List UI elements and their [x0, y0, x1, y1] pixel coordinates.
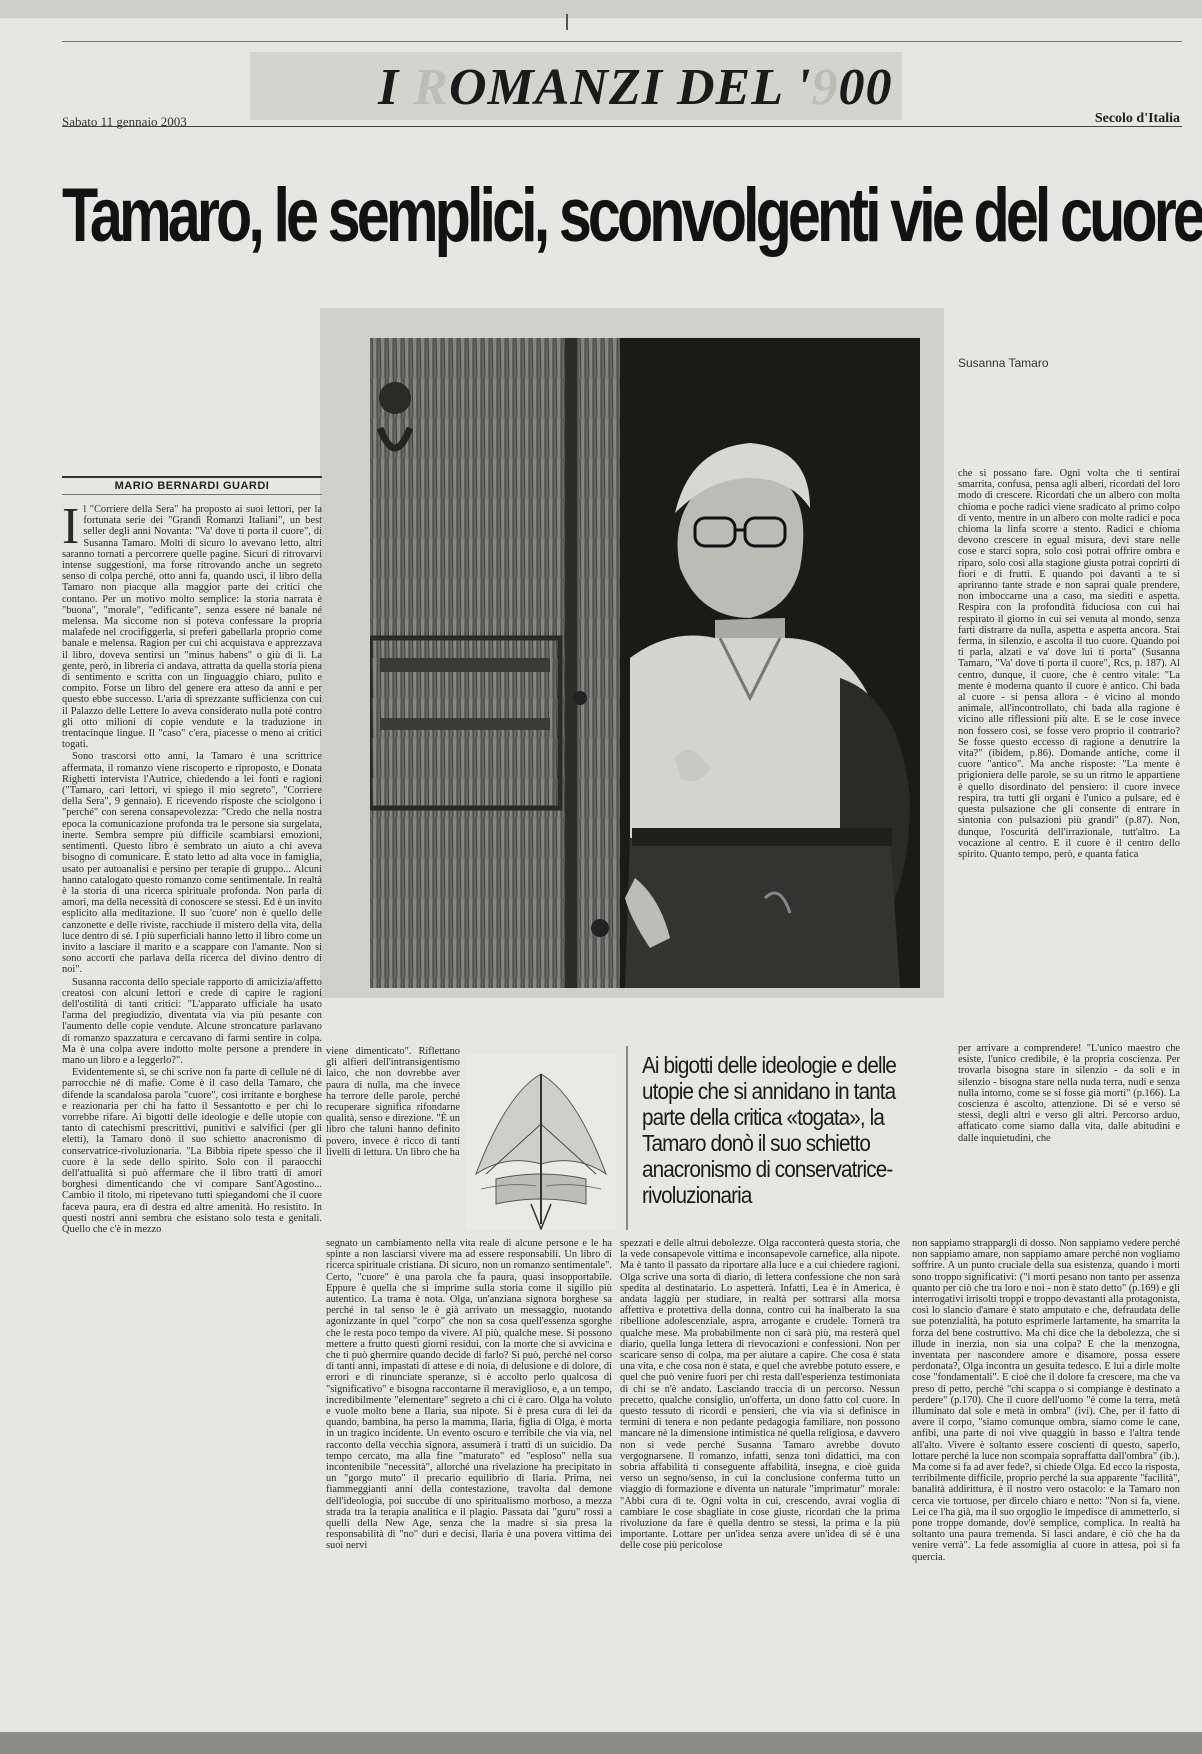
photo-caption: Susanna Tamaro	[958, 356, 1049, 370]
masthead-rule-bottom	[62, 126, 1182, 127]
newspaper-name: Secolo d'Italia	[1094, 111, 1180, 126]
paragraph: per arrivare a comprendere! "L'unico maestro che esiste, l'unico credibile, è la propria coscienza. Per trovarla bisogna stare in silenzio - da soli e in silenzio - bisogna stare nella nuda terra, nudi e senza nulla intorno, come se si fosse già morti" (p.166). La coscienza è ascolto, attenzione. Di sé e verso sé stessi, degli altri e verso gli altri. Percorso arduo, affaticato come siamo dalla vita, dalle abitudini e dalle inquietudini, che	[958, 1043, 1180, 1144]
illustration	[466, 1054, 616, 1230]
section-suffix: 00	[838, 59, 893, 116]
scan-edge-bottom	[0, 1732, 1202, 1754]
paragraph: che si possano fare. Ogni volta che ti sentirai smarrita, confusa, pensa agli alberi, ricordati del loro modo di crescere. Ricordati che un albero con molta chioma e poche radici viene sradicato al primo colpo di vento, mentre in un albero con molte radici e poca chioma la linfa scorre a stento. Radici e chioma devono crescere in egual misura, devi stare nelle cose e starci sopra, solo così potrai offrire ombra e riparo, solo così alla stagione giusta potrai coprirti di fiori e di frutti. E quando poi davanti a te si apriranno tante strade e non saprai quale prendere, non imboccarne una a caso, ma siediti e aspetta. Respira con la profondità fiduciosa con cui hai respirato il giorno in cui sei venuta al mondo, senza farti distrarre da nulla, aspetta e aspetta ancora. Stai ferma, in silenzio, e ascolta il tuo cuore. Quando poi ti parla, alzati e va' dove lui ti porta" (Susanna Tamaro, "Va' dove ti porta il cuore", Rcs, p. 187). Al centro, dunque, il cuore, che è centro vitale: "La mente è moderna quanto il cuore è antico. Chi bada al cuore - si pensa allora - è vicino al mondo animale, all'incontrollato, chi bada alla ragione è vicino alle riflessioni più alte. E se le cose invece non fossero così, se fosse vero proprio il contrario? Se fosse questo eccesso di ragione a denutrire la vita?" (ibidem, p.86). Domande antiche, come il cuore "antico". Ma anche risposte: "La mente è prigioniera delle parole, se su un ritmo le appartiene è quello disordinato del pensiero: il cuore invece respira, tra tutti gli organi è l'unico a pulsare, ed è questa pulsazione che gli consente di entrare in sintonia con pulsazioni più grandi" (p.87). Non, dunque, l'oscurità dell'irrazionale, tutt'altro. La vocazione al centro. E il cuore è il centro dello spirito. Quanto tempo, però, e quanta fatica	[958, 468, 1180, 860]
section-mid: OMANZI DEL '	[448, 59, 812, 116]
section-ligature-r: R	[413, 59, 449, 116]
article-column-4b	[912, 1043, 1180, 1238]
issue-date: Sabato 11 gennaio 2003	[62, 114, 187, 129]
article-column-2b	[326, 1238, 612, 1714]
article-column-1	[62, 504, 322, 1714]
page-fold-mark	[566, 14, 568, 30]
article-column-5	[912, 1238, 1180, 1714]
paragraph: l "Corriere della Sera" ha proposto ai suoi lettori, per la fortunata serie dei "Grandi Romanzi Italiani", un best seller degli anni Novanta: "Va' dove ti porta il cuore", di Susanna Tamaro. Molti di sicuro lo avevano letto, altri saranno tornati a percorrere quelle pagine. Sicuri di ritrovarvi intense suggestioni, ma forse ritrovando anche un segreto senso di colpa perché, otto anni fa, quando uscì, il libro della Tamaro non piacque alla maggior parte dei critici che contano. Per un motivo molto semplice: la storia narrata è "buona", "morale", "edificante", senza essere né banale né melensa. Ma siccome non si poteva confessare la propria malafede nel crocifiggerla, si preferì gabellarla proprio come banale e melensa. Ragion per cui chi acquistava e apprezzava il libro, doveva sentirsi un "minus habens" o giù di lì. La gente, però, in libreria ci andava, attratta da quella storia piena di sentimento e scritta con un linguaggio chiaro, pulito e compìto. Forse un libro del genere era atteso da anni e per questo ebbe successo. L'aria di sprezzante sufficienza con cui il Palazzo delle Lettere lo aveva considerato nulla poté contro gli otto milioni di copie vendute e la traduzione in trentacinque lingue. Il "caso" c'era, piacesse o meno ai critici togati.	[62, 504, 322, 751]
byline: MARIO BERNARDI GUARDI	[114, 480, 270, 492]
author-photo-image	[370, 338, 920, 988]
article-column-2a	[326, 1046, 460, 1238]
paragraph: segnato un cambiamento nella vita reale di alcune persone e le ha spinte a non lasciarsi vivere ma ad essere responsabili. Un libro di ricerca spirituale cristiana. Di sicuro, non un romanzo sentimentale". Certo, "cuore" è una parola che fa paura, quasi insopportabile. Eppure è quella che si imprime sulla storia come il sigillo più autentico. La trama è nota. Olga, un'anziana signora borghese sa perché in tal senso le è già arrivato un messaggio, nuotando agonizzante in quel "corpo" che non sa cosa quell'essenza sgorghe che le resta poco tempo da vivere. Al più, qualche mese. Si possono mettere a frutto questi giorni residui, con la morte che si avvicina e che ti può ghermire quando decide di farlo? Sì può, perché nel corso di tanti anni, impastati di attese e di noia, di delusione e di dolore, di errori e di rinunciate speranze, si è accolto perlo qualcosa di "significativo" e bisogna raccontarne il meraviglioso, e, a un tempo, incredibilmente "elementare" segreto a chi ci è caro. Olga ha voluto e vuole molto bene a Ilaria, sua nipote. Si è presa cura di lei da quando, bambina, ha perso la mamma, Ilaria, figlia di Olga, è morta in un tragico incidente. Un evento oscuro e terribile che via via, nel racconto della vecchia signora, assumerà i tratti di un suicidio. Da tempo cercato, ma alla fine "maturato" ed "esploso" nella sua incontenibile "necessità", allorché una rivelazione ha precipitato in un "gorgo muto" il precario equilibrio di Ilaria. Prima, nei fiammeggianti anni della contestazione, travolta dal demone dell'ideologia, poi succube di uno spiritualismo morboso, a mezza strada tra la terapia analitica e il plagio. Passata dai "guru" rossi a quelli della New Age, senza che la madre si sia presa la responsabilità di "no" duri e decisi, Ilaria è una povera vittima dei suoi nervi	[326, 1238, 612, 1552]
paragraph: viene dimenticato". Riflettano gli alfieri dell'intransigentismo laico, che non dovrebbe aver paura di nulla, ma che invece ha terrore delle parole, perché recuperare significa rifondarne qualità, senso e direzione. "È un libro che taluni hanno definito povero, invece è ricco di tanti livelli di lettura. Un libro che ha	[326, 1046, 460, 1158]
masthead-rule-top	[62, 41, 1182, 42]
dropcap: I	[62, 504, 80, 555]
scan-edge-top	[0, 0, 1202, 18]
book-illustration	[466, 1054, 616, 1230]
paragraph: Evidentemente sì, se chi scrive non fa parte di cellule né di parrocchie né di mafie. Come è il caso della Tamaro, che difende la scandalosa parola "cuore", così irritante e borghese e reazionaria per chi ha fatto il Sessantotto e per chi lo vorrebbe rifare. Ai bigotti delle ideologie e delle utopie con tanto di catechismi prescrittivi, punitivi e salvifici (per gli eletti), la Tamaro donò il suo schietto anacronismo di conservatrice-rivoluzionaria. "La Bibbia ripete spesso che il cuore è la sede dello spirito. Solo con il paraocchi dell'attualità si può affermare che il libro tratti di amori borghesi dimenticando che vi compare Sant'Agostino... Cambio il titolo, mi ripetevano tutti spiegandomi che il cuore faceva paura, era di destra ed altre amenità. Ho resistito. In questi nostri anni sembra che esistano solo testa e genitali. Quello che c'è in mezzo	[62, 1067, 322, 1235]
article-column-3	[620, 1238, 900, 1714]
headline: Tamaro, le semplici, sconvolgenti vie del cuore	[62, 173, 1202, 258]
article-column-4	[958, 468, 1180, 1043]
paragraph: non sappiamo strappargli di dosso. Non sappiamo vedere perché non sappiamo amare, non sappiamo amare perché non vogliamo soffrire. A un punto cruciale della sua esistenza, quando i morti sono troppo significativi: ("i morti pesano non tanto per assenza quanto per ciò che tra loro e noi - non è stato detto" (p.169) e gli interrogativi irrisolti troppi e troppo devastanti alla protagonista, così lo slancio d'amare è stato amputato e che, defraudata delle sue potenzialità, ha potuto esprimerle lartamente, ha smarrita la forza del bene costruttivo. Ma chi dice che la debolezza, che si illude in inerzia, non sia una colpa? E che la menzogna, inventata per nascondere amore e disamore, possa essere perdonata?, Olga incontra un gesuita tedesco. E lui a dirle molte cose "fondamentali". E cioè che il dolore fa crescere, ma che va preso di petto, perché "chi scappa o si compiange è destinato a perdere" (p.170). Che il cuore dell'uomo "è come la terra, metà illuminato dal sole e metà in ombra" (ivi). Che, per il fatto di avere il corpo, "siamo comunque ombra, siamo come le cane, anfibi, una parte di noi vive quaggiù in basso e l'altra tende all'alto. Vivere è soltanto essere coscienti di questo, saperlo, lottare perché la luce non scompaia sopraffatta dall'ombra" (ib.). Ma come si fa ad aver fede?, si chiede Olga. Ed ecco la risposta, terribilmente difficile, proprio perché la sua apparente "facilità", banalità addirittura, è il nostro vero ostacolo: e la Tamaro non cerca vie tortuose, per dircelo chiaro e netto: "Non si fa, viene. Lei ce l'ha già, ma il suo orgoglio le impedisce di ammetterlo, si pone troppe domande, dov'è semplice, complica. In realtà ha soltanto una paura tremenda. Si lasci andare, è ciò che ha da venire verrà". La fede assomiglia al cuore in attesa, poi si fa quercia.	[912, 1238, 1180, 1563]
author-photo	[370, 338, 920, 988]
paragraph: Sono trascorsi otto anni, la Tamaro è una scrittrice affermata, il romanzo viene riscoperto e riproposto, e Donata Righetti intervista l'Autrice, chiedendo a lei fonti e ragioni ("Tamaro, cari lettori, vi spiego il mio segreto", "Corriere della Sera", 9 gennaio). E ricevendo risposte che sciolgono i "perché" con serena consapevolezza: "Credo che nella nostra epoca la comunicazione profonda tra le persone sia surgelata, inerte. Sembra sempre più difficile scambiarsi emozioni, sentimenti. Questo libro è sembrato un aiuto a chi aveva bisogno di comunicare. È stato letto ad alta voce in famiglia, usato per autoanalisi e persino per terapie di gruppo... Alcuni hanno catalogato questo romanzo come sentimentale. In realtà è la storia di una ricerca spirituale profonda. Non parla di amori, ma della necessità di conoscere se stessi. Ed è un invito esplicito alla meditazione. Il suo 'cuore' non è quello delle canzonette e delle riviste, racchiude il mistero della vita, della luce dentro di sé. I più superficiali hanno letto il libro come un invito a lasciare il marito e a scappare con l'amante. Non si sono accorti che parlava della ricerca del divino dentro di noi".	[62, 751, 322, 976]
paragraph: Susanna racconta dello speciale rapporto di amicizia/affetto creatosi con alcuni lettori e crede di capire le ragioni dell'ostilità di tanti critici: "L'apparato ufficiale ha usato l'arma del pregiudizio, diventata via via più pesante con l'aumento delle copie vendute. Alcune stroncature parlavano di romanzo spazzatura e cercavano di farmi sentire in colpa. Ma è una colpa avere indotto molte persone a prendere in mano un libro e a leggerlo?".	[62, 976, 322, 1066]
pullquote: Ai bigotti delle ideologie e delle utopie che si annidano in tanta parte della critica «togata», la Tamaro donò il suo schietto anacronismo di conservatrice-rivoluzionaria	[642, 1052, 897, 1208]
section-ligature-9: 9	[811, 59, 839, 116]
pullquote-rule	[626, 1046, 628, 1230]
byline-box	[62, 476, 322, 495]
paragraph: spezzati e delle altrui debolezze. Olga racconterà questa storia, che la vede consapevole vittima e inconsapevole carnefice, alla nipote. Ma è tanto il passato da riportare alla luce e a cui chiedere ragioni. Olga scrive una sorta di diario, di lettera confessione che non sarà spedita al destinatario. Lo aspetterà. Infatti, Lea è in America, è andata laggiù per studiare, in realtà per sottrarsi alla morsa affettiva e protettiva della donna, contro cui ha inalberato la sua ribellione adolescenziale, aspra, arrogante e crudele. Tornerà tra qualche mese. Ma probabilmente non ci sarà più, ma resterà quel diario, quella lunga lettera di rievocazioni e confessioni. Non per scaricare senso di colpa, ma per aiutare a capire. Che cosa è stata una vita, e che cosa non è stata, e quel che avrebbe potuto essere, e quel che può venire fuori per chi resta dall'esperienza testimoniata di chi se n'è andato. Lasciando traccia di un percorso. Nessun precetto, qualche consiglio, un'offerta, un dono fatto col cuore. In questo tessuto di ricordi e pensieri, che via via si definisce in termini di tenera e non pedante pedagogia familiare, non possono mancare nè la dimensione intimistica né quella religiosa, e davvero non si vede perché Susanna Tamaro avrebbe dovuto vergognarsene. Il romanzo, infatti, senza toni didattici, ma con sobria affabilità ti conseguente affabilità, insegna, e cioè guida verso un segno/senso, in cui la conclusione conferma tutto un viaggio di formazione e diventa un naturale "imprimatur" morale: "Abbi cura di te. Ogni volta in cui, crescendo, avrai voglia di cambiare le cose sbagliate in cose giuste, ricordati che la prima rivoluzione da fare è quella dentro se stessi, la prima e la più importante. Lottare per un'idea senza avere un'idea di sé è una delle cose più pericolose	[620, 1238, 900, 1552]
section-prefix: I	[378, 59, 400, 116]
section-title	[378, 58, 892, 117]
